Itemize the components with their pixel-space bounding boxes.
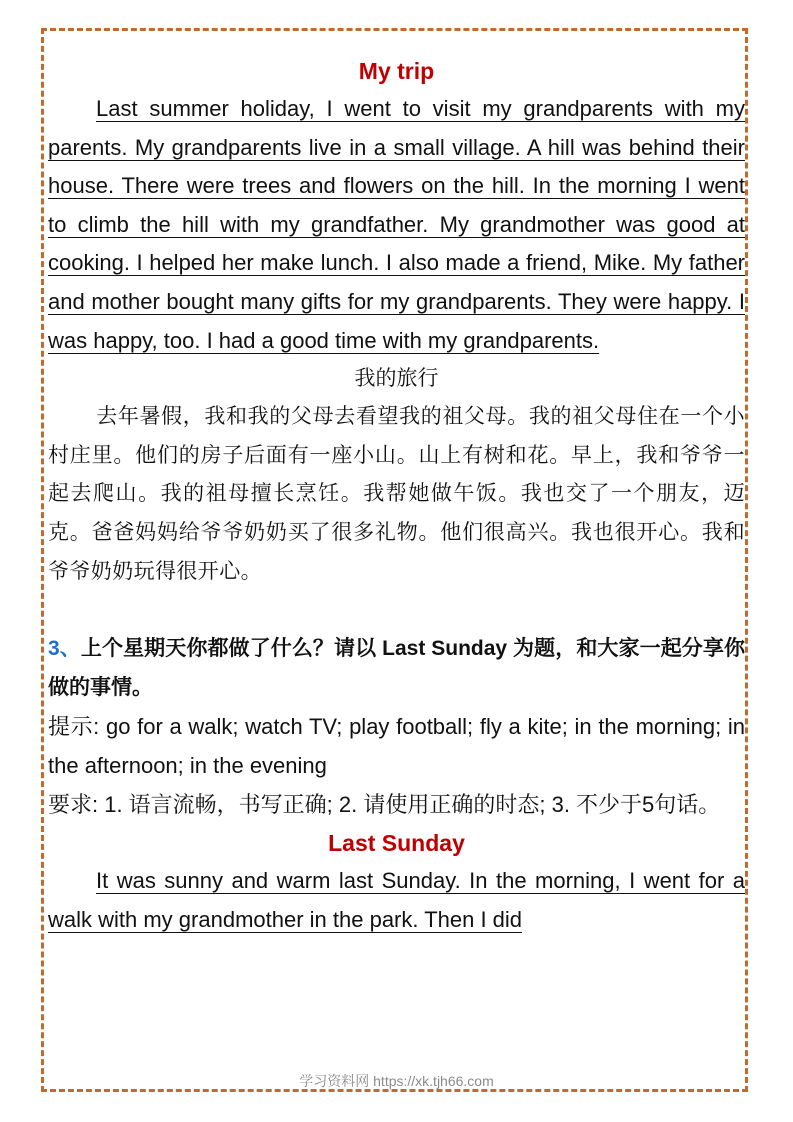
chinese-passage-text: 去年暑假，我和我的父母去看望我的祖父母。我的祖父母住在一个小村庄里。他们的房子后面有一座小山。山上有树和花。早上，我和爷爷一起去爬山。我的祖母擅长烹饪。我帮她做午饭。我也交了一个朋友，迈克。爸爸妈妈给爷爷奶奶买了很多礼物。他们很高兴。我也很开心。我和爷爷奶奶玩得很开心。 [48, 405, 745, 583]
footer-watermark: 学习资料网 https://xk.tjh66.com [299, 1073, 494, 1089]
answer-passage-text: It was sunny and warm last Sunday. In the morning, I went for a walk with my grandmother in the park. Then I did [48, 868, 745, 932]
question-hint: 提示: go for a walk; watch TV; play football; fly a kite; in the morning; in the afternoon; in the evening [48, 714, 745, 779]
question-prompt: 上个星期天你都做了什么？请以 Last Sunday 为题，和大家一起分享你做的事情。 [48, 637, 745, 700]
question-requirement: 要求: 1. 语言流畅，书写正确; 2. 请使用正确的时态; 3. 不少于5句话。 [48, 792, 721, 818]
chinese-title: 我的旅行 [354, 367, 439, 391]
question-number: 3、 [48, 637, 81, 661]
story-title: My trip [358, 58, 435, 84]
answer-title: Last Sunday [328, 830, 465, 857]
question-3 [48, 629, 745, 707]
document-body [48, 52, 745, 939]
english-passage [48, 90, 745, 360]
chinese-passage [48, 398, 745, 591]
answer-passage [48, 862, 745, 939]
english-passage-text: Last summer holiday, I went to visit my grandparents with my parents. My grandparents live in a small village. A hill was behind their house. There were trees and flowers on the hill. In the morning I went to climb the hill with my grandfather. My grandmother was good at cooking. I helped her make lunch. I also made a friend, Mike. My father and mother bought many gifts for my grandparents. They were happy. I was happy, too. I had a good time with my grandparents. [48, 96, 745, 353]
